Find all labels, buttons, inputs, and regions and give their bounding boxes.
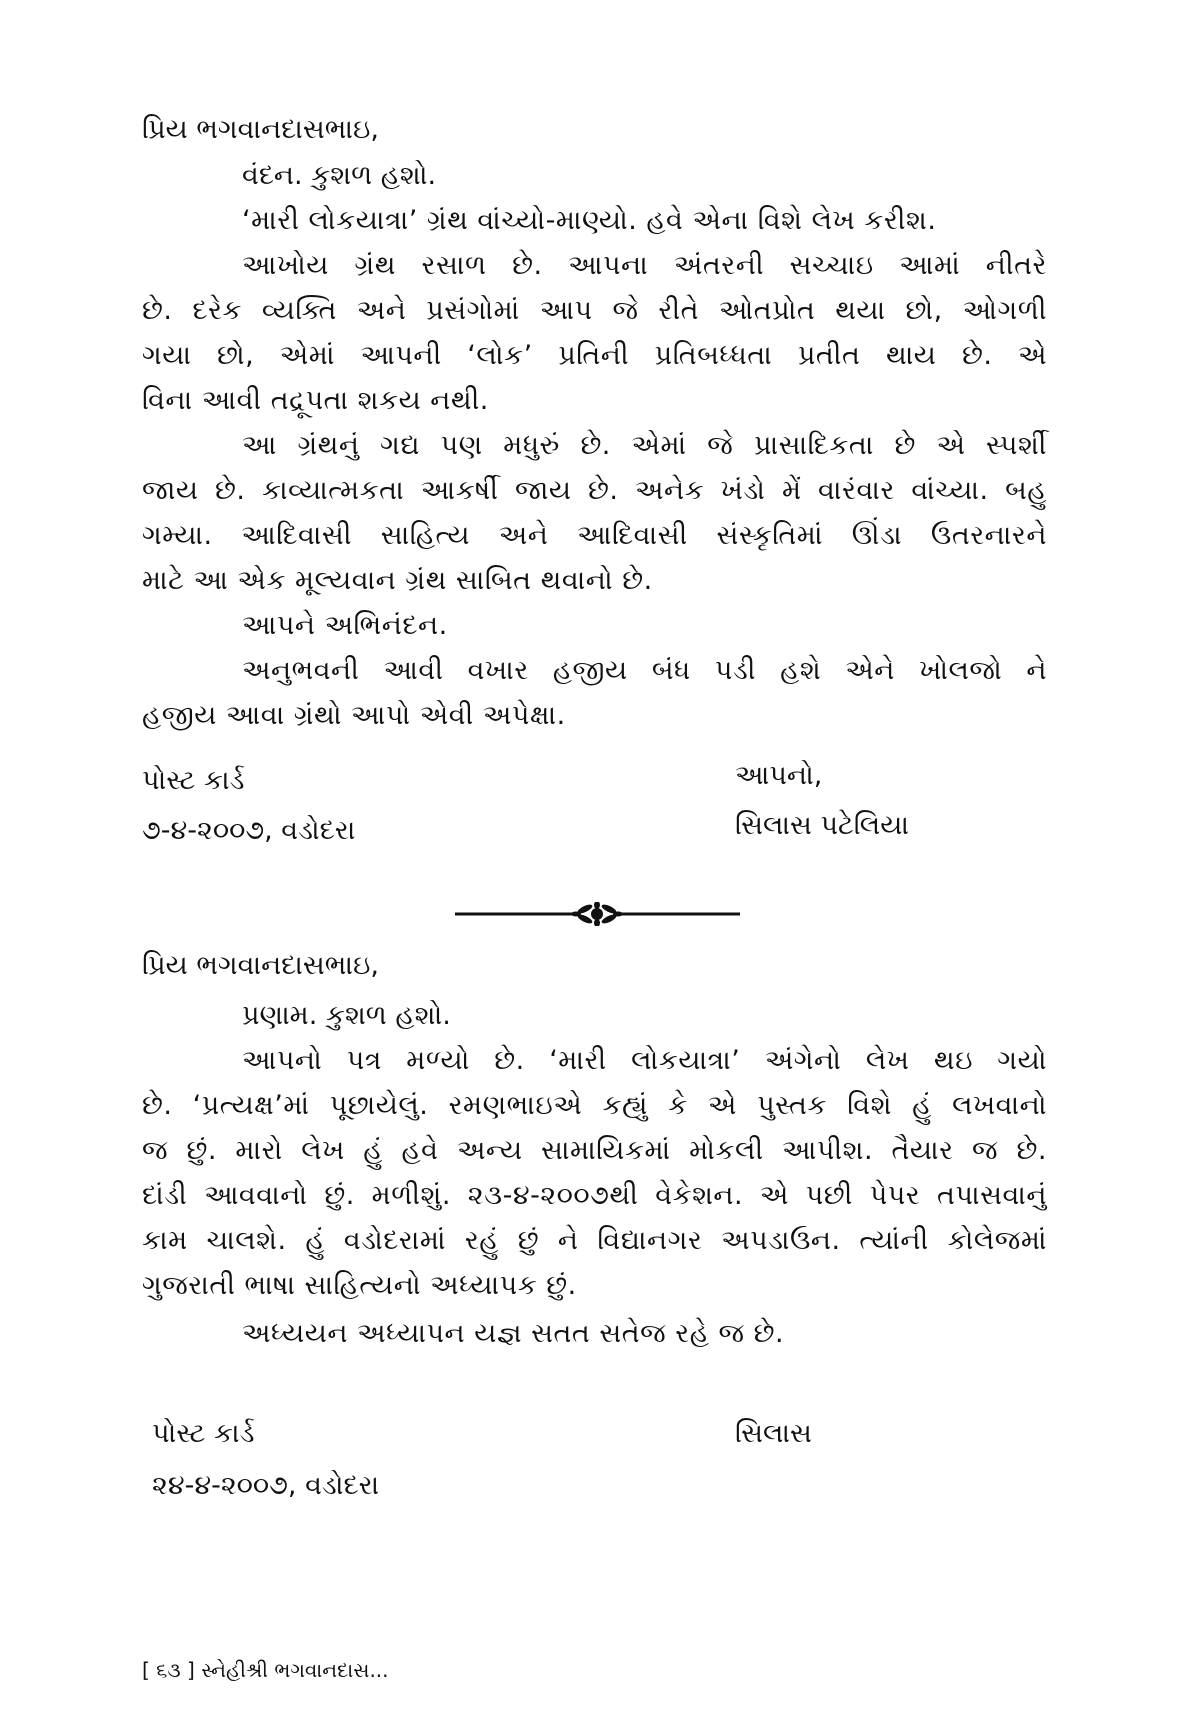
letter1-line: આપને અભિનંદન. (242, 610, 448, 641)
letter1-line: જાય છે. કાવ્યાત્મકતા આકર્ષી જાય છે. અનેક ખંડો મેં વારંવાર વાંચ્યા. બહુ (142, 475, 1047, 506)
letter1-line: માટે આ એક મૂલ્યવાન ગ્રંથ સાબિત થવાનો છે. (142, 565, 653, 596)
letter2-date-place: ૨૪-૪-૨૦૦૭, વડોદરા (152, 1470, 380, 1501)
ornament-divider (455, 902, 740, 926)
letter2-greeting: પ્રણામ. કુશળ હશો. (242, 1000, 451, 1031)
letter1-greeting: વંદન. કુશળ હશો. (242, 160, 437, 191)
letter1-line: હજીય આવા ગ્રંથો આપો એવી અપેક્ષા. (142, 700, 566, 731)
letter2-line: કામ ચાલશે. હું વડોદરામાં રહું છું ને વિદ્યાનગર અપડાઉન. ત્યાંની કોલેજમાં (142, 1225, 1047, 1256)
letter1-closing: આપનો, (735, 760, 823, 791)
letter1-salutation: પ્રિય ભગવાનદાસભાઇ, (142, 114, 379, 145)
letter1-date-place: ૭-૪-૨૦૦૭, વડોદરા (142, 815, 356, 846)
letter1-line: અનુભવની આવી વખાર હજીય બંધ પડી હશે એને ખોલજો ને (242, 655, 1047, 686)
page-footer: [ ૬૩ ] સ્નેહીશ્રી ભગવાનદાસ... (142, 1658, 389, 1682)
letter2-line: આપનો પત્ર મળ્યો છે. ‘મારી લોકયાત્રા’ અંગેનો લેખ થઇ ગયો (242, 1045, 1047, 1076)
letter2-line: જ છું. મારો લેખ હું હવે અન્ય સામાયિકમાં મોકલી આપીશ. તૈયાર જ છે. (142, 1135, 1047, 1166)
letter2-line: દાંડી આવવાનો છું. મળીશું. ૨૩-૪-૨૦૦૭થી વેકેશન. એ પછી પેપર તપાસવાનું (142, 1180, 1047, 1211)
letter1-line: ગમ્યા. આદિવાસી સાહિત્ય અને આદિવાસી સંસ્કૃતિમાં ઊંડા ઉતરનારને (142, 520, 1047, 551)
letter2-salutation: પ્રિય ભગવાનદાસભાઇ, (142, 950, 379, 981)
letter1-line: વિના આવી તદ્રૂપતા શકય નથી. (142, 385, 489, 416)
letter1-line: આ ગ્રંથનું ગદ્ય પણ મધુરું છે. એમાં જે પ્રાસાદિકતા છે એ સ્પર્શી (242, 430, 1047, 461)
letter1-line: આખોય ગ્રંથ રસાળ છે. આપના અંતરની સચ્ચાઇ આમાં નીતરે (242, 250, 1047, 281)
letter1-line: ગયા છો, એમાં આપની ‘લોક’ પ્રતિની પ્રતિબધ્ધતા પ્રતીત થાય છે. એ (142, 340, 1047, 371)
letter1-line: છે. દરેક વ્યક્તિ અને પ્રસંગોમાં આપ જે રીતે ઓતપ્રોત થયા છો, ઓગળી (142, 295, 1047, 326)
letter1-line: ‘મારી લોકયાત્રા’ ગ્રંથ વાંચ્યો-માણ્યો. હવે એના વિશે લેખ કરીશ. (242, 205, 937, 236)
letter1-post-card: પોસ્ટ કાર્ડ (142, 765, 245, 796)
letter2-signature: સિલાસ (735, 1418, 812, 1449)
letter2-line: ગુજરાતી ભાષા સાહિત્યનો અધ્યાપક છું. (142, 1270, 577, 1301)
letter2-post-card: પોસ્ટ કાર્ડ (152, 1418, 255, 1449)
letter2-line: છે. ‘પ્રત્યક્ષ’માં પૂછાયેલું. રમણભાઇએ કહ્યું કે એ પુસ્તક વિશે હું લખવાનો (142, 1090, 1047, 1121)
letter1-signature: સિલાસ પટેલિયા (735, 810, 909, 841)
letter2-line: અધ્યયન અધ્યાપન યજ્ઞ સતત સતેજ રહે જ છે. (242, 1318, 785, 1349)
